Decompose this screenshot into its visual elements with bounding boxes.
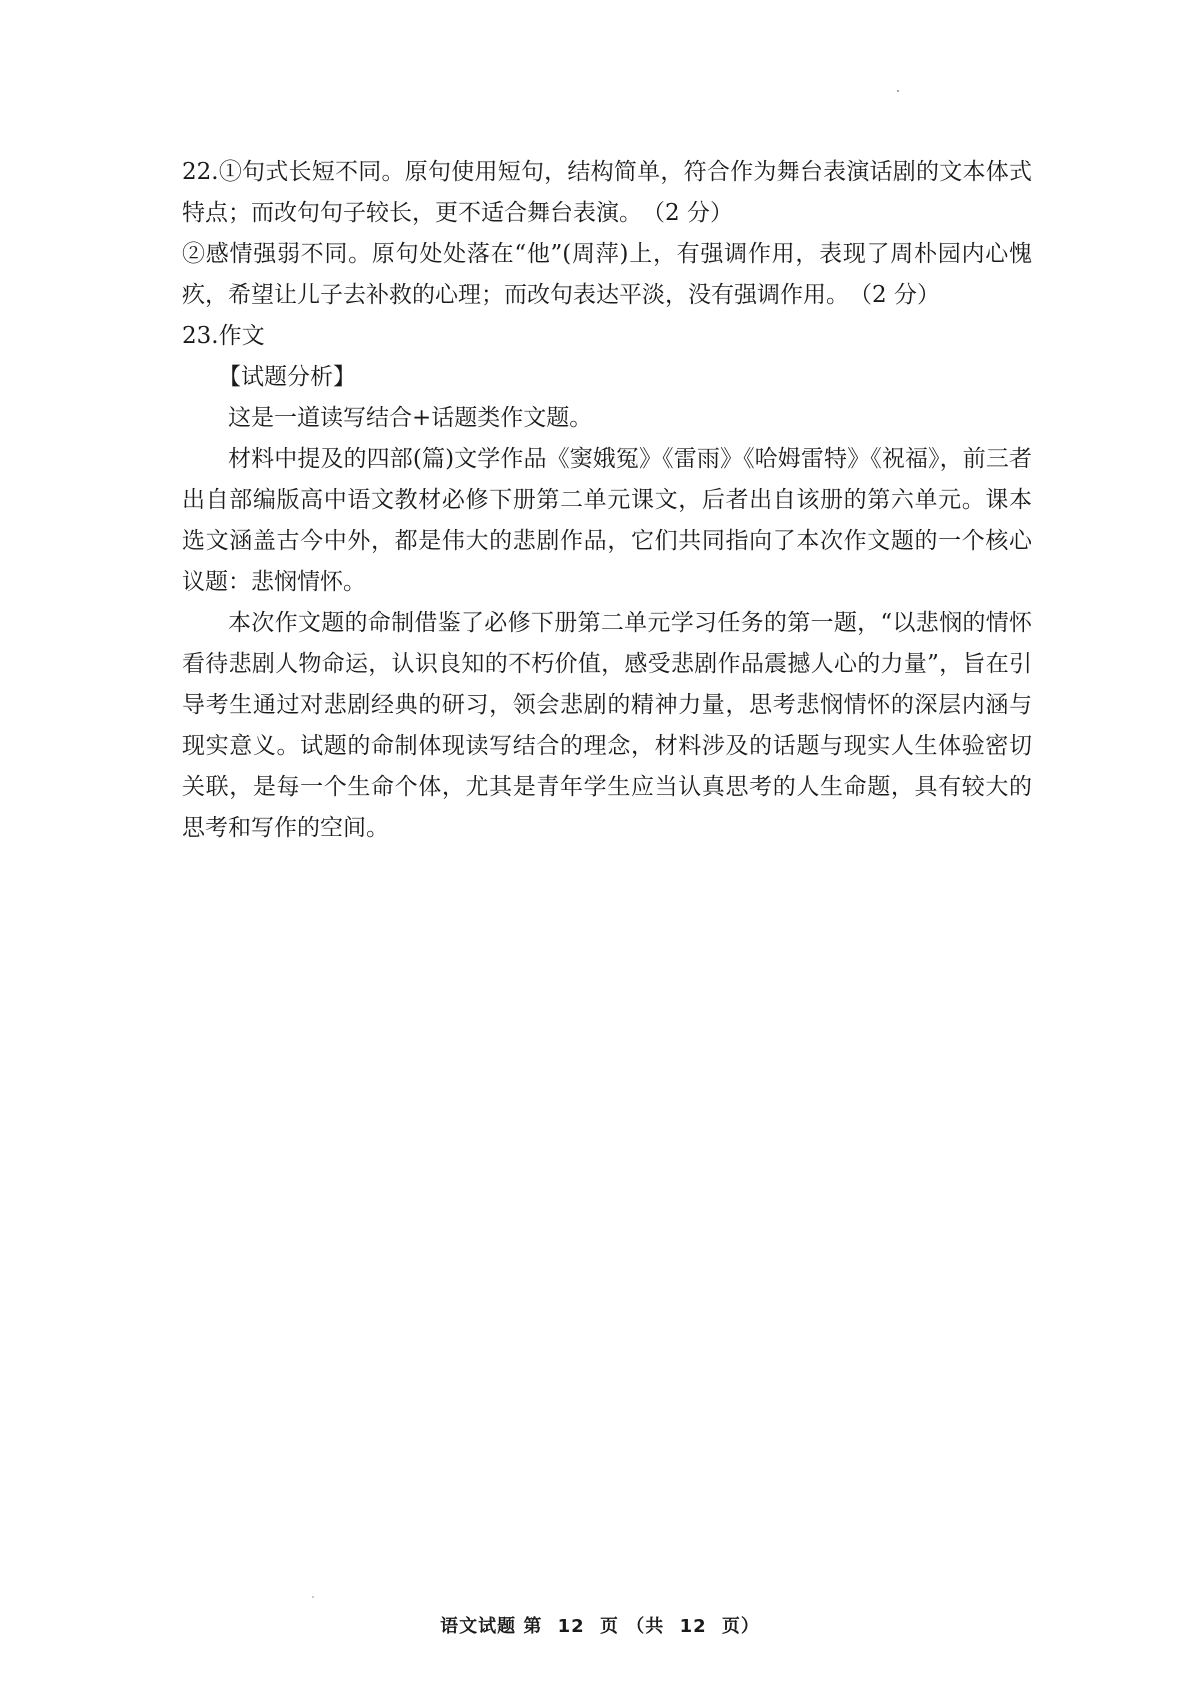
page-footer: [0, 1612, 1200, 1638]
analysis-paragraph-1: 这是一道读写结合+话题类作文题。: [228, 405, 593, 431]
analysis-heading: 【试题分析】: [218, 364, 356, 390]
q23-title: 23.作文: [182, 323, 265, 349]
footer-page-number: 12: [557, 1616, 585, 1637]
footer-total-pages: 12: [679, 1616, 707, 1637]
footer-middle: 页 （共: [600, 1616, 665, 1637]
analysis-paragraph-2: 材料中提及的四部(篇)文学作品《窦娥冤》《雷雨》《哈姆雷特》《祝福》，前三者出自部编版高中语文教材必修下册第二单元课文，后者出自该册的第六单元。课本选文涵盖古今中外，都是伟大的悲剧作品，它们共同指向了本次作文题的一个核心议题：悲悯情怀。: [182, 446, 1032, 595]
answer-content: [182, 152, 1032, 849]
footer-suffix: 页）: [721, 1616, 760, 1637]
scan-speck: [897, 90, 899, 92]
q22-point-1: 22.①句式长短不同。原句使用短句，结构简单，符合作为舞台表演话剧的文本体式特点；而改句句子较长，更不适合舞台表演。 （2 分）: [182, 159, 1032, 226]
footer-prefix: 语文试题 第: [440, 1616, 543, 1637]
q22-point-2: ②感情强弱不同。原句处处落在“他”(周萍)上，有强调作用，表现了周朴园内心愧疚，希望让儿子去补救的心理；而改句表达平淡，没有强调作用。 （2 分）: [182, 241, 1032, 308]
scan-speck: [312, 1596, 314, 1598]
analysis-paragraph-3: 本次作文题的命制借鉴了必修下册第二单元学习任务的第一题，“以悲悯的情怀看待悲剧人物命运，认识良知的不朽价值，感受悲剧作品震撼人心的力量”，旨在引导考生通过对悲剧经典的研习，领会悲剧的精神力量，思考悲悯情怀的深层内涵与现实意义。试题的命制体现读写结合的理念，材料涉及的话题与现实人生体验密切关联，是每一个生命个体，尤其是青年学生应当认真思考的人生命题，具有较大的思考和写作的空间。: [182, 610, 1032, 841]
